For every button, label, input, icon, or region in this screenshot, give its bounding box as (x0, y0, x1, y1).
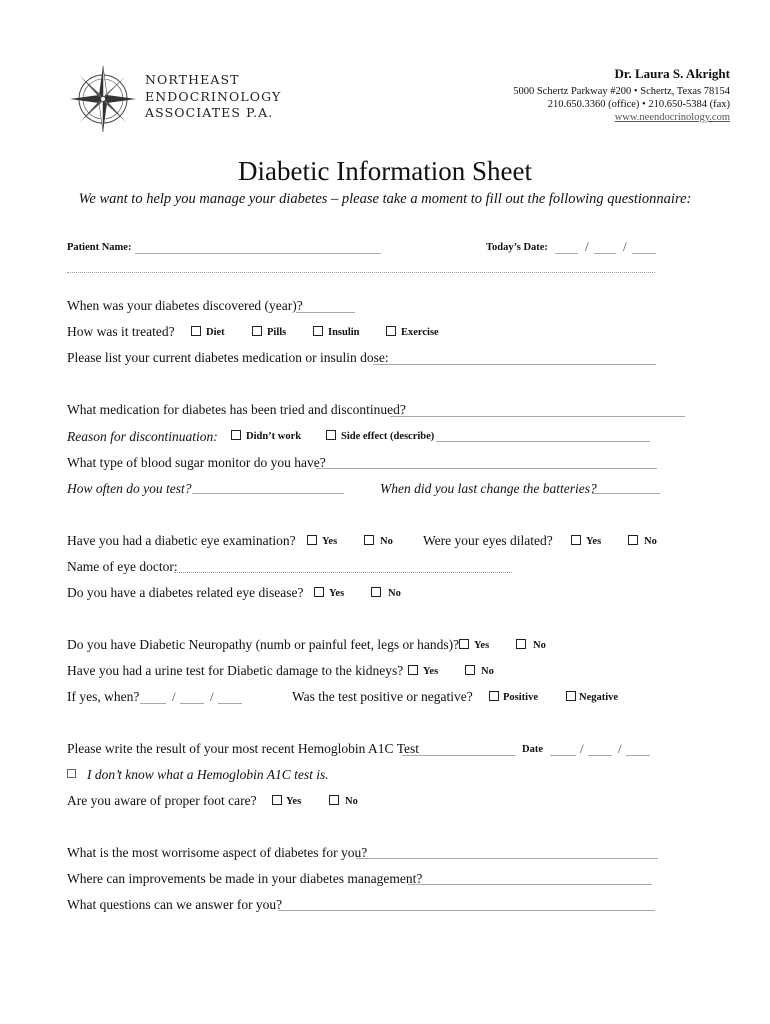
date-separator: / (172, 689, 176, 704)
eye-disease-question: Do you have a diabetes related eye disease? (67, 585, 304, 600)
urine-test-no-label: No (481, 666, 494, 677)
date-separator: / (623, 239, 627, 254)
if-yes-when-label: If yes, when? (67, 689, 140, 704)
compass-rose-icon (68, 64, 138, 134)
a1c-unknown-checkbox[interactable] (67, 769, 76, 778)
improvements-field[interactable] (408, 884, 652, 885)
treated-question: How was it treated? (67, 324, 175, 339)
positive-checkbox[interactable] (489, 691, 499, 701)
date-separator: / (580, 741, 584, 756)
logo (68, 64, 138, 134)
how-often-label: How often do you test? (67, 481, 192, 496)
a1c-result-field[interactable] (402, 755, 515, 756)
foot-care-no-label: No (345, 796, 358, 807)
date-separator: / (618, 741, 622, 756)
side-effect-field[interactable] (436, 441, 650, 442)
page-title: Diabetic Information Sheet (238, 156, 532, 186)
test-result-question: Was the test positive or negative? (292, 689, 473, 704)
a1c-year-field[interactable] (626, 755, 650, 756)
batteries-label: When did you last change the batteries? (380, 481, 597, 496)
section-divider (67, 272, 655, 273)
diet-label: Diet (206, 327, 225, 338)
eye-exam-no-label: No (380, 536, 393, 547)
a1c-unknown-label: I don’t know what a Hemoglobin A1C test is. (87, 767, 329, 782)
eye-disease-yes-label: Yes (329, 588, 345, 599)
eye-doctor-label: Name of eye doctor: (67, 559, 178, 574)
reason-label: Reason for discontinuation: (67, 429, 218, 444)
foot-care-question: Are you aware of proper foot care? (67, 793, 257, 808)
todays-date-year-field[interactable] (632, 253, 656, 254)
neuropathy-yes-checkbox[interactable] (459, 639, 469, 649)
how-often-field[interactable] (192, 493, 344, 494)
questions-question: What questions can we answer for you? (67, 897, 283, 912)
diet-checkbox[interactable] (191, 326, 201, 336)
improvements-question: Where can improvements be made in your diabetes management? (67, 871, 423, 886)
eye-disease-yes-checkbox[interactable] (314, 587, 324, 597)
patient-name-field[interactable] (135, 253, 381, 254)
side-effect-label: Side effect (describe) (341, 431, 435, 442)
negative-checkbox[interactable] (566, 691, 576, 701)
monitor-question: What type of blood sugar monitor do you have? (67, 455, 326, 470)
urine-test-month-field[interactable] (140, 703, 166, 704)
website-link[interactable]: www.neendocrinology.com (614, 112, 730, 123)
eye-exam-yes-label: Yes (322, 536, 338, 547)
practice-name-line: ENDOCRINOLOGY (145, 88, 282, 104)
insulin-checkbox[interactable] (313, 326, 323, 336)
a1c-question: Please write the result of your most recent Hemoglobin A1C Test (67, 741, 419, 756)
doctor-name: Dr. Laura S. Akright (614, 66, 730, 81)
dilated-yes-label: Yes (586, 536, 602, 547)
batteries-field[interactable] (592, 493, 660, 494)
practice-name-line: NORTHEAST (145, 72, 240, 87)
practice-name (145, 72, 281, 122)
urine-test-yes-label: Yes (423, 666, 439, 677)
a1c-day-field[interactable] (588, 755, 612, 756)
urine-test-yes-checkbox[interactable] (408, 665, 418, 675)
contact-block (513, 66, 730, 124)
neuropathy-question: Do you have Diabetic Neuropathy (numb or painful feet, legs or hands)? (67, 637, 460, 652)
dilated-yes-checkbox[interactable] (571, 535, 581, 545)
dilated-question: Were your eyes dilated? (423, 533, 553, 548)
neuropathy-no-checkbox[interactable] (516, 639, 526, 649)
current-medication-field[interactable] (373, 364, 656, 365)
discovered-question: When was your diabetes discovered (year)? (67, 298, 303, 313)
current-medication-question: Please list your current diabetes medication or insulin dose: (67, 350, 389, 365)
didnt-work-checkbox[interactable] (231, 430, 241, 440)
pills-checkbox[interactable] (252, 326, 262, 336)
todays-date-day-field[interactable] (594, 253, 616, 254)
eye-exam-question: Have you had a diabetic eye examination? (67, 533, 296, 548)
patient-name-label: Patient Name: (67, 242, 132, 253)
urine-test-question: Have you had a urine test for Diabetic damage to the kidneys? (67, 663, 404, 678)
eye-disease-no-label: No (388, 588, 401, 599)
date-separator: / (210, 689, 214, 704)
urine-test-day-field[interactable] (180, 703, 204, 704)
date-separator: / (585, 239, 589, 254)
pills-label: Pills (267, 327, 287, 338)
worrisome-field[interactable] (356, 858, 658, 859)
discovered-year-field[interactable] (296, 312, 355, 313)
worrisome-question: What is the most worrisome aspect of diabetes for you? (67, 845, 368, 860)
practice-name-line: ASSOCIATES P.A. (145, 105, 274, 120)
negative-label: Negative (579, 692, 619, 703)
phone-numbers: 210.650.3360 (office) • 210.650-5384 (fax) (547, 99, 730, 110)
eye-exam-no-checkbox[interactable] (364, 535, 374, 545)
positive-label: Positive (503, 692, 538, 703)
tried-medication-field[interactable] (390, 416, 685, 417)
a1c-month-field[interactable] (550, 755, 576, 756)
exercise-checkbox[interactable] (386, 326, 396, 336)
todays-date-label: Today’s Date: (486, 242, 548, 253)
insulin-label: Insulin (328, 327, 360, 338)
eye-exam-yes-checkbox[interactable] (307, 535, 317, 545)
side-effect-checkbox[interactable] (326, 430, 336, 440)
questions-field[interactable] (278, 910, 655, 911)
neuropathy-yes-label: Yes (474, 640, 490, 651)
foot-care-yes-label: Yes (286, 796, 302, 807)
foot-care-no-checkbox[interactable] (329, 795, 339, 805)
didnt-work-label: Didn’t work (246, 431, 302, 442)
address: 5000 Schertz Parkway #200 • Schertz, Texas 78154 (513, 86, 730, 97)
page-subtitle: We want to help you manage your diabetes – please take a moment to fill out the following questionnaire: (78, 191, 692, 207)
urine-test-year-field[interactable] (218, 703, 242, 704)
foot-care-yes-checkbox[interactable] (272, 795, 282, 805)
eye-disease-no-checkbox[interactable] (371, 587, 381, 597)
a1c-date-label: Date (522, 744, 543, 755)
urine-test-no-checkbox[interactable] (465, 665, 475, 675)
tried-medication-question: What medication for diabetes has been tried and discontinued? (67, 402, 406, 417)
eye-doctor-field[interactable] (174, 572, 512, 573)
monitor-field[interactable] (316, 468, 657, 469)
dilated-no-label: No (644, 536, 657, 547)
exercise-label: Exercise (401, 327, 439, 338)
dilated-no-checkbox[interactable] (628, 535, 638, 545)
todays-date-month-field[interactable] (555, 253, 578, 254)
neuropathy-no-label: No (533, 640, 546, 651)
